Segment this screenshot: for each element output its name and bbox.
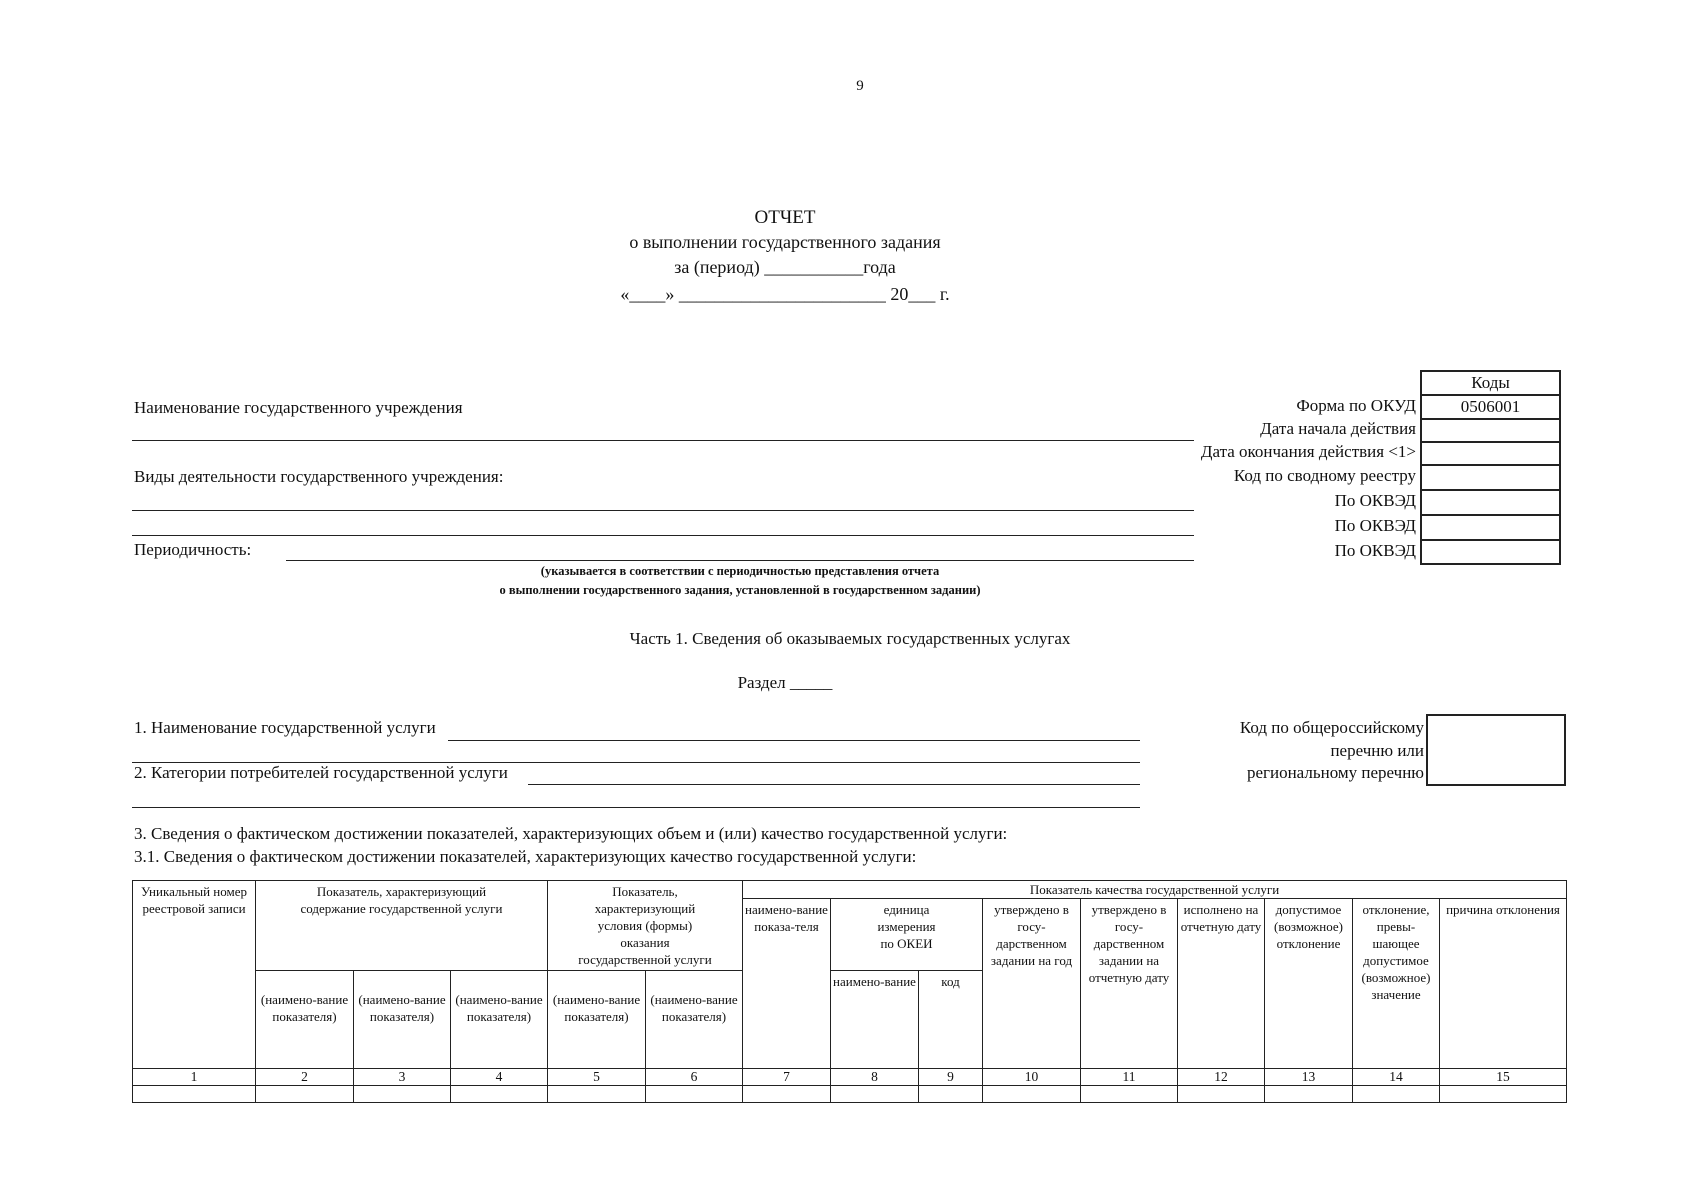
registry-code-label: Код по сводному реестру	[1233, 466, 1416, 485]
th-unit: единица измерения по ОКЕИ	[831, 899, 983, 971]
activities-line-1[interactable]	[132, 510, 1194, 511]
institution-name-line[interactable]	[132, 440, 1194, 441]
th-sub-content-2: (наимено-вание показателя)	[354, 971, 451, 1069]
col-number: 1	[133, 1069, 256, 1086]
periodicity-label: Периодичность:	[134, 540, 252, 559]
registry-list-label-1: Код по общероссийскому	[1239, 718, 1424, 737]
th-approved-year: утверждено в госу-дарственном задании на год	[983, 899, 1081, 1069]
col-number: 8	[831, 1069, 919, 1086]
table-cell[interactable]	[743, 1086, 831, 1103]
report-period: за (период) ___________года	[674, 257, 896, 277]
end-date-cell[interactable]	[1420, 441, 1561, 466]
okved-label-3: По ОКВЭД	[1334, 541, 1416, 560]
col-number: 10	[983, 1069, 1081, 1086]
th-sub-content-3: (наимено-вание показателя)	[451, 971, 548, 1069]
periodicity-note-2: о выполнении государственного задания, установленной в государственном задании)	[499, 583, 981, 597]
table-cell[interactable]	[354, 1086, 451, 1103]
col-number: 11	[1081, 1069, 1178, 1086]
col-number: 12	[1178, 1069, 1265, 1086]
th-content-indicator: Показатель, характеризующий содержание государственной услуги	[256, 881, 548, 971]
table-cell[interactable]	[548, 1086, 646, 1103]
th-condition-indicator: Показатель, характеризующий условия (формы) оказания государственной услуги	[548, 881, 743, 971]
registry-list-label-2: перечню или	[1330, 741, 1424, 760]
registry-list-code-cell[interactable]	[1426, 714, 1566, 786]
table-cell[interactable]	[983, 1086, 1081, 1103]
start-date-cell[interactable]	[1420, 418, 1561, 443]
col-number: 6	[646, 1069, 743, 1086]
report-date: «____» _______________________ 20___ г.	[620, 284, 950, 304]
table-cell[interactable]	[1178, 1086, 1265, 1103]
th-executed: исполнено на отчетную дату	[1178, 899, 1265, 1069]
item3-label: 3. Сведения о фактическом достижении показателей, характеризующих объем и (или) качество государственной услуги:	[134, 824, 1008, 843]
codes-header: Коды	[1420, 370, 1561, 396]
report-subtitle: о выполнении государственного задания	[629, 232, 941, 252]
table-cell[interactable]	[1081, 1086, 1178, 1103]
th-unique-number: Уникальный номер реестровой записи	[133, 881, 256, 1069]
activities-label: Виды деятельности государственного учреждения:	[134, 467, 504, 486]
service-name-label: 1. Наименование государственной услуги	[134, 718, 436, 737]
okved-cell-3[interactable]	[1420, 539, 1561, 565]
col-number: 9	[919, 1069, 983, 1086]
col-number: 4	[451, 1069, 548, 1086]
col-number: 15	[1440, 1069, 1567, 1086]
registry-code-cell[interactable]	[1420, 464, 1561, 491]
okved-cell-1[interactable]	[1420, 489, 1561, 516]
quality-indicators-table	[132, 880, 1567, 1103]
th-sub-content-1: (наимено-вание показателя)	[256, 971, 354, 1069]
end-date-label: Дата окончания действия <1>	[1200, 442, 1416, 461]
service-name-line[interactable]	[448, 740, 1140, 741]
col-number: 3	[354, 1069, 451, 1086]
table-cell[interactable]	[831, 1086, 919, 1103]
consumers-line-2[interactable]	[132, 807, 1140, 808]
th-approved-date: утверждено в госу-дарственном задании на отчетную дату	[1081, 899, 1178, 1069]
periodicity-line[interactable]	[286, 560, 1194, 561]
okved-label-2: По ОКВЭД	[1334, 516, 1416, 535]
col-number: 5	[548, 1069, 646, 1086]
okved-cell-2[interactable]	[1420, 514, 1561, 541]
okud-label: Форма по ОКУД	[1296, 396, 1416, 415]
th-sub-condition-1: (наимено-вание показателя)	[548, 971, 646, 1069]
start-date-label: Дата начала действия	[1260, 419, 1416, 438]
th-allowed-deviation: допустимое (возможное) отклонение	[1265, 899, 1353, 1069]
periodicity-note-1: (указывается в соответствии с периодичностью представления отчета	[540, 564, 940, 578]
table-cell[interactable]	[919, 1086, 983, 1103]
col-number: 2	[256, 1069, 354, 1086]
th-unit-name: наимено-вание	[831, 971, 919, 1069]
table-cell[interactable]	[256, 1086, 354, 1103]
consumers-line[interactable]	[528, 784, 1140, 785]
th-quality-indicator: Показатель качества государственной услуги	[743, 881, 1567, 899]
table-cell[interactable]	[1265, 1086, 1353, 1103]
table-cell[interactable]	[1440, 1086, 1567, 1103]
col-number: 14	[1353, 1069, 1440, 1086]
th-sub-condition-2: (наимено-вание показателя)	[646, 971, 743, 1069]
col-number: 13	[1265, 1069, 1353, 1086]
table-cell[interactable]	[133, 1086, 256, 1103]
table-cell[interactable]	[646, 1086, 743, 1103]
table-cell[interactable]	[1353, 1086, 1440, 1103]
part1-title: Часть 1. Сведения об оказываемых государственных услугах	[629, 629, 1071, 648]
col-number: 7	[743, 1069, 831, 1086]
activities-line-2[interactable]	[132, 535, 1194, 536]
consumers-label: 2. Категории потребителей государственной услуги	[134, 763, 508, 782]
okved-label-1: По ОКВЭД	[1334, 491, 1416, 510]
registry-list-label-3: региональному перечню	[1246, 763, 1424, 782]
table-cell[interactable]	[451, 1086, 548, 1103]
th-deviation-reason: причина отклонения	[1440, 899, 1567, 1069]
institution-name-label: Наименование государственного учреждения	[134, 398, 463, 417]
item31-label: 3.1. Сведения о фактическом достижении показателей, характеризующих качество государственной услуги:	[134, 847, 917, 866]
th-unit-code: код	[919, 971, 983, 1069]
section-label: Раздел _____	[737, 673, 833, 692]
page-number: 9	[856, 78, 864, 94]
report-title: ОТЧЕТ	[754, 207, 816, 228]
th-indicator-name: наимено-вание показа-теля	[743, 899, 831, 1069]
okud-code-cell[interactable]: 0506001	[1420, 394, 1561, 420]
th-excess-deviation: отклонение, превы-шающее допустимое (возможное) значение	[1353, 899, 1440, 1069]
